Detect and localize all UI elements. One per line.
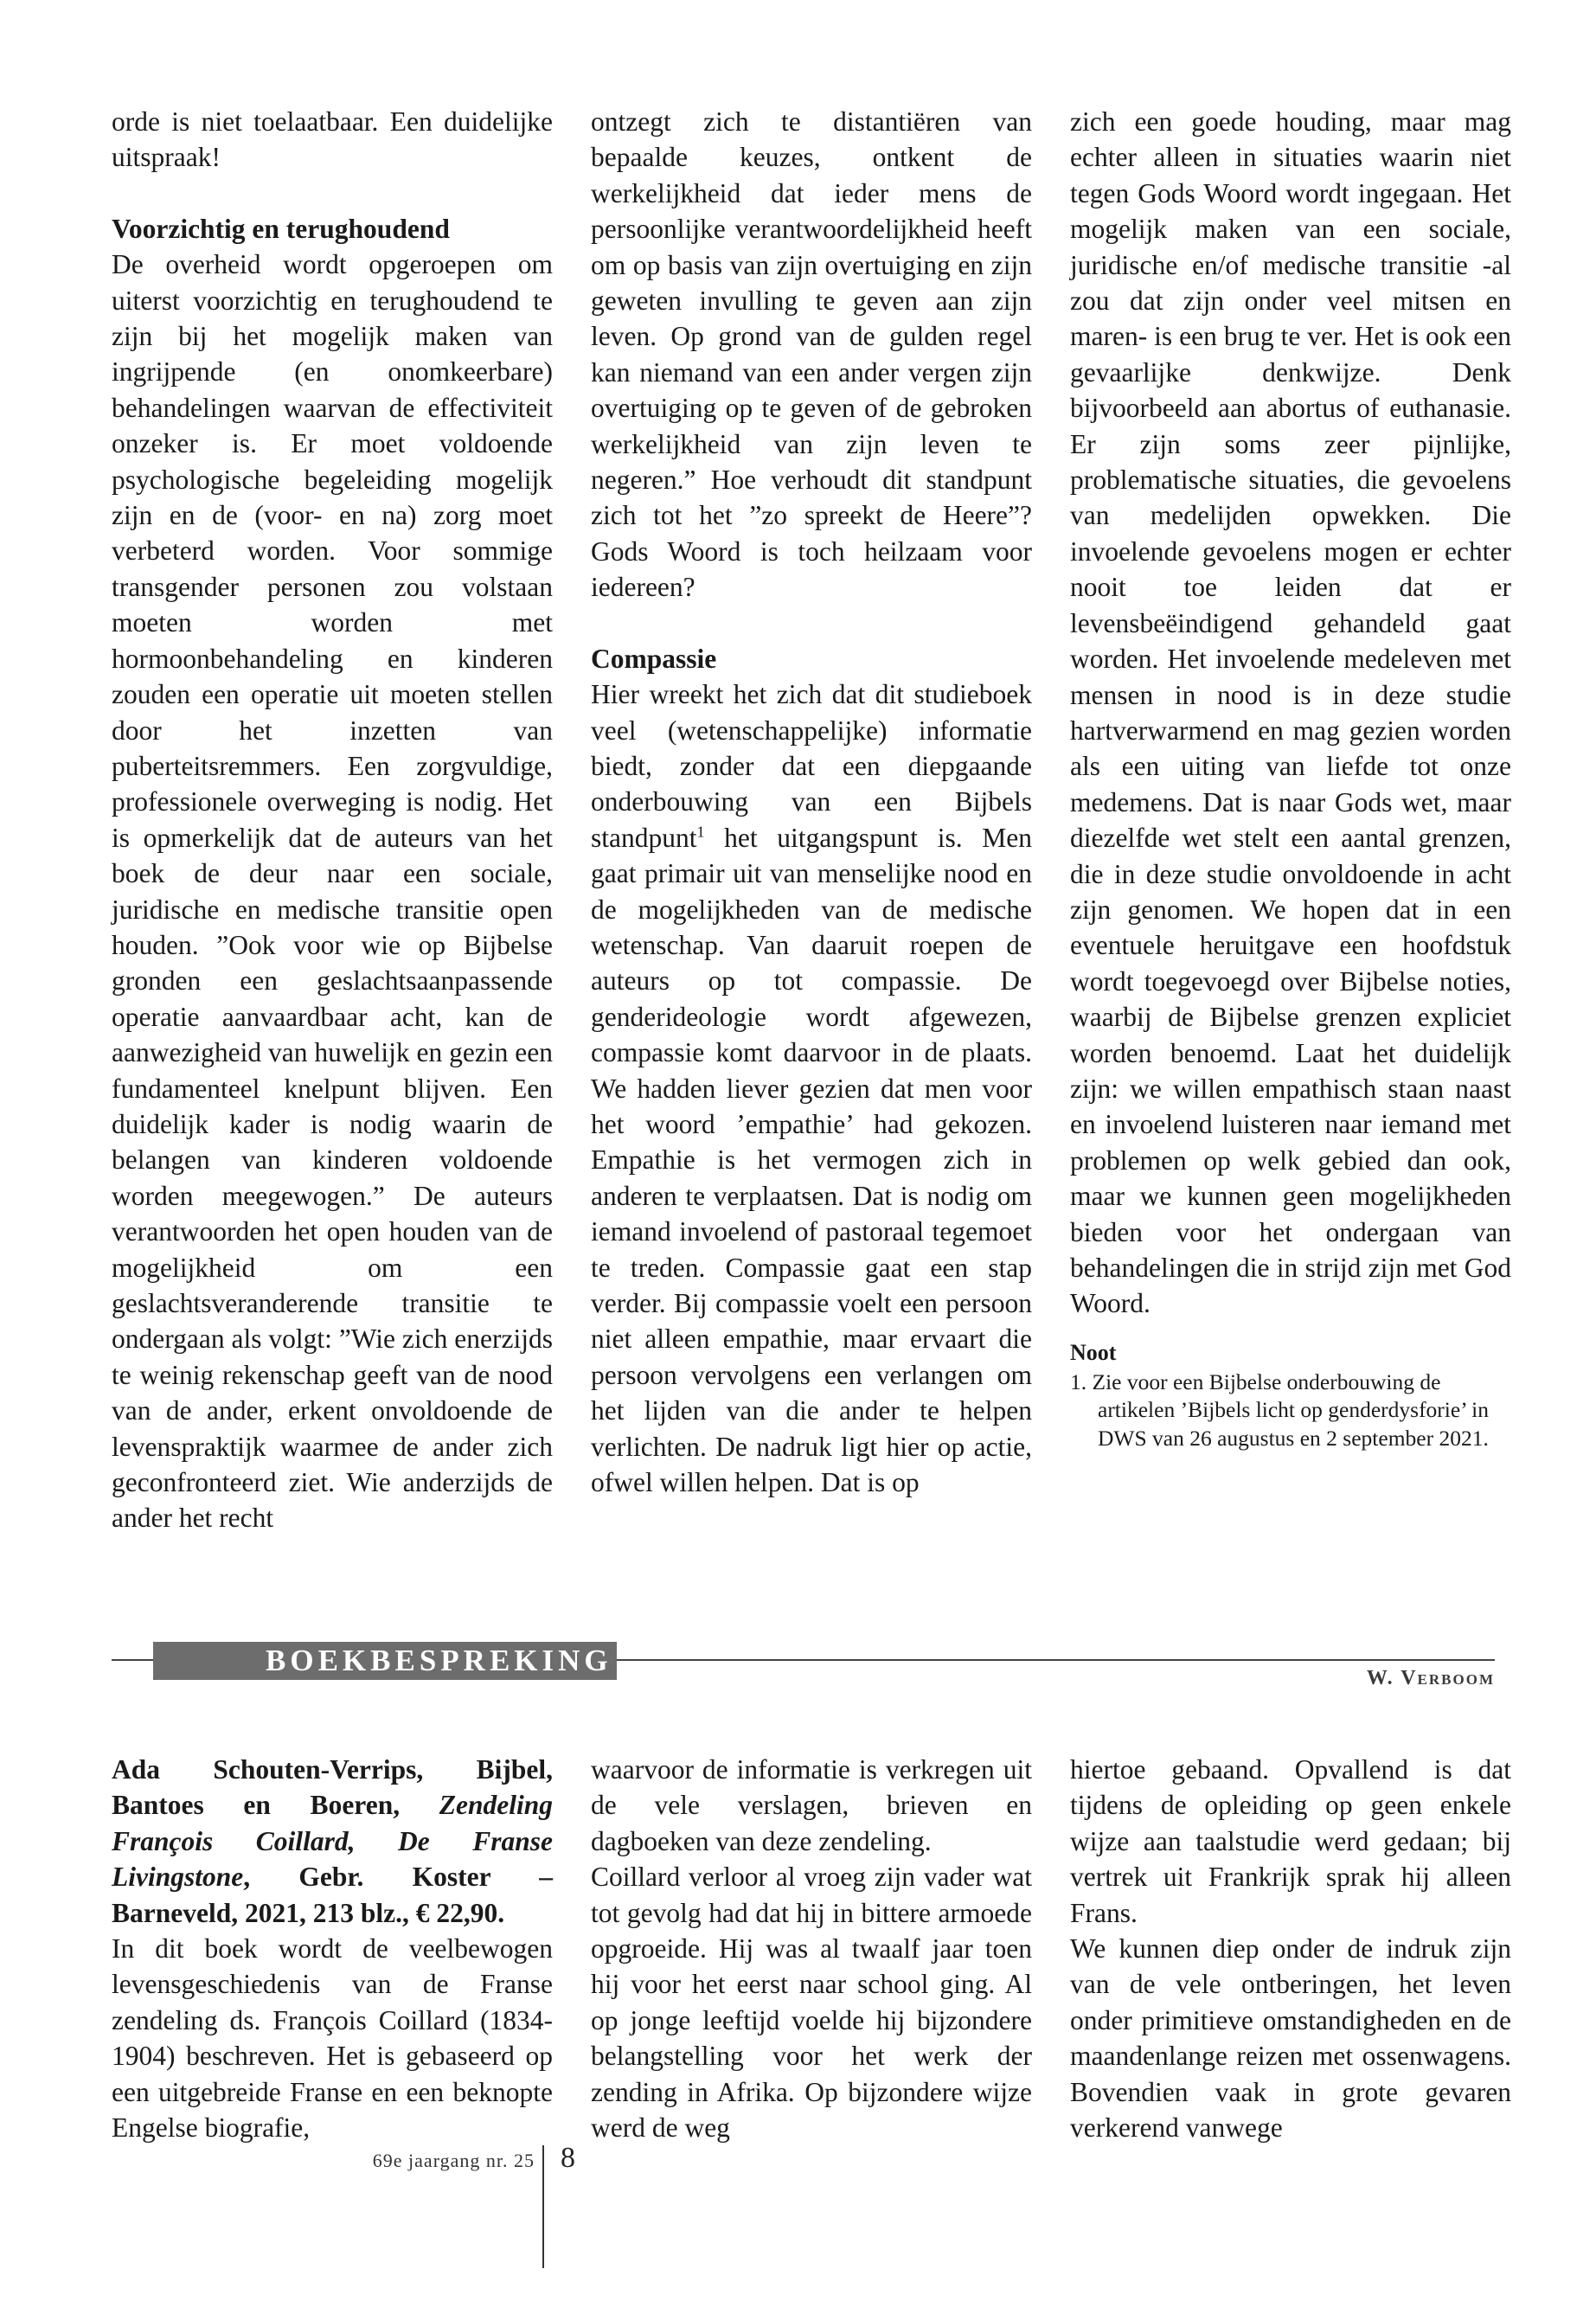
paragraph: waarvoor de informatie is verkregen uit de vele verslagen, brieven en dagboeken van deze zendeling. bbox=[591, 1754, 1032, 1856]
issue-label: 69e jaargang nr. 25 bbox=[372, 2150, 535, 2171]
section-author: W. Verboom bbox=[1366, 1667, 1495, 1689]
text-run: het uitgangspunt is. Men gaat primair uit van menselijke nood en de mogelijkheden van de medische wetenschap. Van daaruit roepen de auteurs op tot compassie. De genderideologie wordt afgewezen, compassie komt daarvoor in de plaats. We hadden liever gezien dat men voor het woord ’empathie’ had gekozen. Empathie is het vermogen zich in anderen te verplaatsen. Dat is nodig om iemand invoelend of pastoraal tegemoet te treden. Compassie gaat een stap verder. Bij compassie voelt een persoon niet alleen empathie, maar ervaart die persoon vervolgens een verlangen om het lijden van die ander te helpen verlichten. De nadruk ligt hier op actie, ofwel willen helpen. Dat is op bbox=[591, 822, 1032, 1498]
footnote: 1. Zie voor een Bijbelse onderbouwing de artikelen ’Bijbels licht op genderdysforie’ in DWS van 26 augustus en 2 september 2021. bbox=[1070, 1368, 1490, 1451]
article-column-2 bbox=[591, 104, 1032, 1500]
paragraph: hiertoe gebaand. Opvallend is dat tijdens de opleiding op geen enkele wijze aan taalstudie werd gedaan; bij vertrek uit Frankrijk sprak hij alleen Frans. bbox=[1070, 1754, 1511, 1928]
page-number: 8 bbox=[561, 2142, 575, 2174]
paragraph: orde is niet toelaatbaar. Een duidelijke uitspraak! bbox=[112, 106, 553, 173]
subheading: Voorzichtig en terughoudend bbox=[112, 213, 450, 244]
text-run: Hier wreekt het zich dat dit studieboek veel (wetenschappelijke) informatie biedt, zonder dat een diepgaande onderbouwing van een Bijbels standpunt bbox=[591, 679, 1032, 853]
paragraph: We kunnen diep onder de indruk zijn van de vele ontberingen, het leven onder primitieve omstandigheden en de maandenlange reizen met ossenwagens. Bovendien vaak in grote gevaren verkerend vanwege bbox=[1070, 1933, 1511, 2144]
note-heading: Noot bbox=[1070, 1339, 1117, 1365]
review-column-1 bbox=[112, 1752, 553, 2145]
article-column-1 bbox=[112, 104, 553, 1536]
section-title-bar bbox=[153, 1642, 617, 1680]
section-rule-right bbox=[617, 1659, 1495, 1661]
paragraph bbox=[591, 676, 1032, 1500]
paragraph: De overheid wordt opgeroepen om uiterst voorzichtig en terughoudend te zijn bij het mogelijk maken van ingrijpende (en onomkeerbare) behandelingen waarvan de effectiviteit onzeker is. Er moet voldoende psychologische begeleiding mogelijk zijn en de (voor- en na) zorg moet verbeterd worden. Voor sommige transgender personen zou volstaan moeten worden met hormoonbehandeling en kinderen zouden een operatie uit moeten stellen door het inzetten van puberteitsremmers. Een zorgvuldige, professionele overweging is nodig. Het is opmerkelijk dat de auteurs van het boek de deur naar een sociale, juridische en medische transitie open houden. ”Ook voor wie op Bijbelse gronden een geslachtsaanpassende operatie aanvaardbaar acht, kan de aanwezigheid van huwelijk en gezin een fundamenteel knelpunt blijven. Een duidelijk kader is nodig waarin de belangen van kinderen voldoende worden meegewogen.” De auteurs verantwoorden het open houden van de mogelijkheid om een geslachtsveranderende transitie te ondergaan als volgt: ”Wie zich enerzijds te weinig rekenschap geeft van de nood van de ander, erkent onvoldoende de levenspraktijk waarmee de ander zich geconfronteerd ziet. Wie anderzijds de ander het recht bbox=[112, 249, 553, 1534]
paragraph: ontzegt zich te distantiëren van bepaalde keuzes, ontkent de werkelijkheid dat ieder mens de persoonlijke verantwoordelijkheid heeft om op basis van zijn overtuiging en zijn geweten invulling te geven aan zijn leven. Op grond van de gulden regel kan niemand van een ander vergen zijn overtuiging op te geven of de gebroken werkelijkheid van zijn leven te negeren.” Hoe verhoudt dit standpunt zich tot het ”zo spreekt de Heere”? Gods Woord is toch heilzaam voor iedereen? bbox=[591, 106, 1032, 603]
book-title: Zendeling François Coillard, De Franse Livingstone bbox=[112, 1790, 553, 1893]
article-column-3 bbox=[1070, 104, 1511, 1452]
section-rule-left bbox=[112, 1659, 153, 1661]
footer-divider bbox=[542, 2145, 544, 2268]
footnote-marker: 1 bbox=[696, 823, 705, 841]
book-publisher: , Gebr. Koster – Barneveld, 2021, 213 blz., € 22,90. bbox=[112, 1862, 553, 1928]
paragraph: zich een goede houding, maar mag echter alleen in situaties waarin niet tegen Gods Woord wordt ingegaan. Het mogelijk maken van een sociale, juridische en/of medische transitie -al zou dat zijn onder veel mitsen en maren- is een brug te ver. Het is ook een gevaarlijke denkwijze. Denk bijvoorbeeld aan abortus of euthanasie. Er zijn soms zeer pijnlijke, problematische situaties, die gevoelens van medelijden opwekken. Die invoelende gevoelens mogen er echter nooit toe leiden dat er levensbeëindigend gehandeld gaat worden. Het invoelende medeleven met mensen in nood is in deze studie hartverwarmend en mag gezien worden als een uiting van liefde tot onze medemens. Dat is naar Gods wet, maar diezelfde wet stelt een aantal grenzen, die in deze studie onvoldoende in acht zijn genomen. We hopen dat in een eventuele heruitgave een hoofdstuk wordt toegevoegd over Bijbelse noties, waarbij de Bijbelse grenzen expliciet worden benoemd. Laat het duidelijk zijn: we willen empathisch staan naast en invoelend luisteren naar iemand met problemen op welk gebied dan ook, maar we kunnen geen mogelijkheden bieden voor het ondergaan van behandelingen die in strijd zijn met God Woord. bbox=[1070, 106, 1511, 1319]
review-column-3 bbox=[1070, 1752, 1511, 2145]
paragraph: In dit boek wordt de veelbewogen levensgeschiedenis van de Franse zendeling ds. François Coillard (1834-1904) beschreven. Het is gebaseerd op een uitgebreide Franse en een beknopte Engelse biografie, bbox=[112, 1933, 553, 2144]
section-title: BOEKBESPREKING bbox=[266, 1644, 612, 1677]
book-info bbox=[112, 1752, 553, 1931]
book-authors: Ada Schouten-Verrips, Bijbel, Bantoes en Boeren, bbox=[112, 1754, 553, 1821]
review-column-2 bbox=[591, 1752, 1032, 2145]
subheading: Compassie bbox=[591, 643, 717, 674]
paragraph: Coillard verloor al vroeg zijn vader wat tot gevolg had dat hij in bittere armoede opgroeide. Hij was al twaalf jaar toen hij voor het eerst naar school ging. Al op jonge leeftijd voelde hij bijzondere belangstelling voor het werk der zending in Afrika. Op bijzondere wijze werd de weg bbox=[591, 1862, 1032, 2144]
